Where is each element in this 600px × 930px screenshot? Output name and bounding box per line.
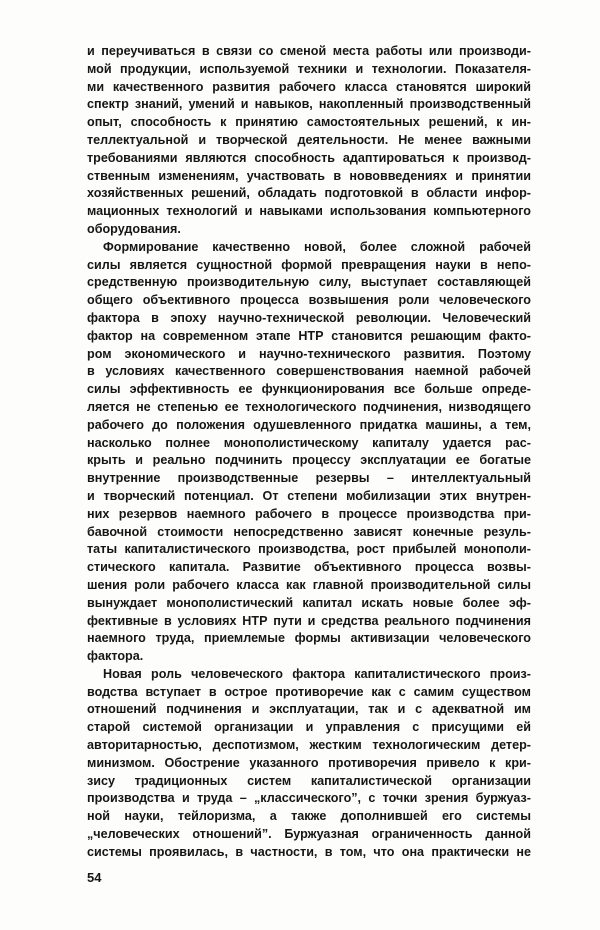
text-line: бавочной стоимости непосредственно зависят конечные резуль- (87, 524, 531, 539)
paragraph (87, 239, 531, 666)
text-line: мой продукции, используемой техники и технологии. Показателя- (87, 61, 531, 76)
text-line: в условиях качественного совершенствования наемной рабочей (87, 364, 531, 379)
text-line: таты капиталистического производства, рост прибылей монополи- (87, 542, 531, 557)
text-line: производства и труда – „классического”, с точки зрения буржуаз- (87, 791, 531, 806)
text-line: средственную производительную силу, выступает составляющей (87, 275, 531, 290)
text-line: минизмом. Обострение указанного противоречия привело к кри- (87, 755, 531, 770)
text-line: ром экономического и научно-технического развития. Поэтому (87, 346, 531, 361)
text-line: хозяйственных решений, обладать подготовкой в области инфор- (87, 186, 531, 201)
page-body (87, 43, 531, 862)
text-line: старой системой организации и управления с присущими ей (87, 720, 531, 735)
text-line: и творческий потенциал. От степени мобилизации этих внутрен- (87, 488, 531, 503)
text-line: водства вступает в острое противоречие как с самим существом (87, 684, 531, 699)
text-line: „человеческих отношений”. Буржуазная ограниченность данной (87, 827, 531, 842)
text-line: требованиями являются способность адаптироваться к производ- (87, 150, 531, 165)
text-line: ной науки, тейлоризма, а также дополнившей его системы (87, 809, 531, 824)
text-line: опыт, способность к принятию самостоятельных решений, к ин- (87, 115, 531, 130)
text-line: ляется не степенью ее технологического подчинения, низводящего (87, 399, 531, 414)
text-line: отношений подчинения и эксплуатации, так и с адекватной им (87, 702, 531, 717)
text-line: фактора в эпоху научно-технической революции. Человеческий (87, 310, 531, 325)
text-line: вынуждает монополистический капитал искать новые более эф- (87, 595, 531, 610)
text-line: стического капитала. Развитие объективного процесса возвы- (87, 560, 531, 575)
text-line: мационных технологий и навыками использования компьютерного (87, 204, 531, 219)
page-number: 54 (87, 870, 102, 885)
text-line: силы является сущностной формой превращения науки в непо- (87, 257, 531, 272)
paragraph (87, 666, 531, 862)
text-line: шения роли рабочего класса как главной производительной силы (87, 577, 531, 592)
text-line: рабочего до положения одушевленного придатка машины, а тем, (87, 417, 531, 432)
text-line: них резервов наемного рабочего в процессе производства при- (87, 506, 531, 521)
text-line: спектр знаний, умений и навыков, накопленный производственный (87, 97, 531, 112)
paragraph (87, 43, 531, 239)
text-line: ственным изменениям, участвовать в нововведениях и принятии (87, 168, 531, 183)
text-line: внутренние производственные резервы – интеллектуальный (87, 471, 531, 486)
text-line: Формирование качественно новой, более сложной рабочей (103, 239, 531, 254)
text-line: оборудования. (87, 221, 181, 236)
text-line: общего объективного процесса возвышения роли человеческого (87, 293, 531, 308)
text-line: фективные в условиях НТР пути и средства реального подчинения (87, 613, 531, 628)
text-line: системы проявилась, в частности, в том, что она практически не (87, 844, 531, 859)
text-line: фактора. (87, 649, 144, 664)
text-line: ми качественного развития рабочего класса становятся широкий (87, 79, 531, 94)
text-line: авторитарностью, деспотизмом, жестким технологическим детер- (87, 738, 531, 753)
text-line: силы эффективность ее функционирования все больше опреде- (87, 382, 531, 397)
text-line: теллектуальной и творческой деятельности. Не менее важными (87, 132, 531, 147)
text-line: Новая роль человеческого фактора капиталистического произ- (103, 666, 531, 681)
text-line: наемного труда, приемлемые формы активизации человеческого (87, 631, 531, 646)
text-line: и переучиваться в связи со сменой места работы или производи- (87, 44, 531, 58)
text-line: фактор на современном этапе НТР становится решающим факто- (87, 328, 531, 343)
text-line: зису традиционных систем капиталистической организации (87, 773, 531, 788)
text-line: насколько полнее монополистическому капиталу удается рас- (87, 435, 531, 450)
text-line: крыть и реально подчинить процессу эксплуатации ее богатые (87, 453, 531, 468)
